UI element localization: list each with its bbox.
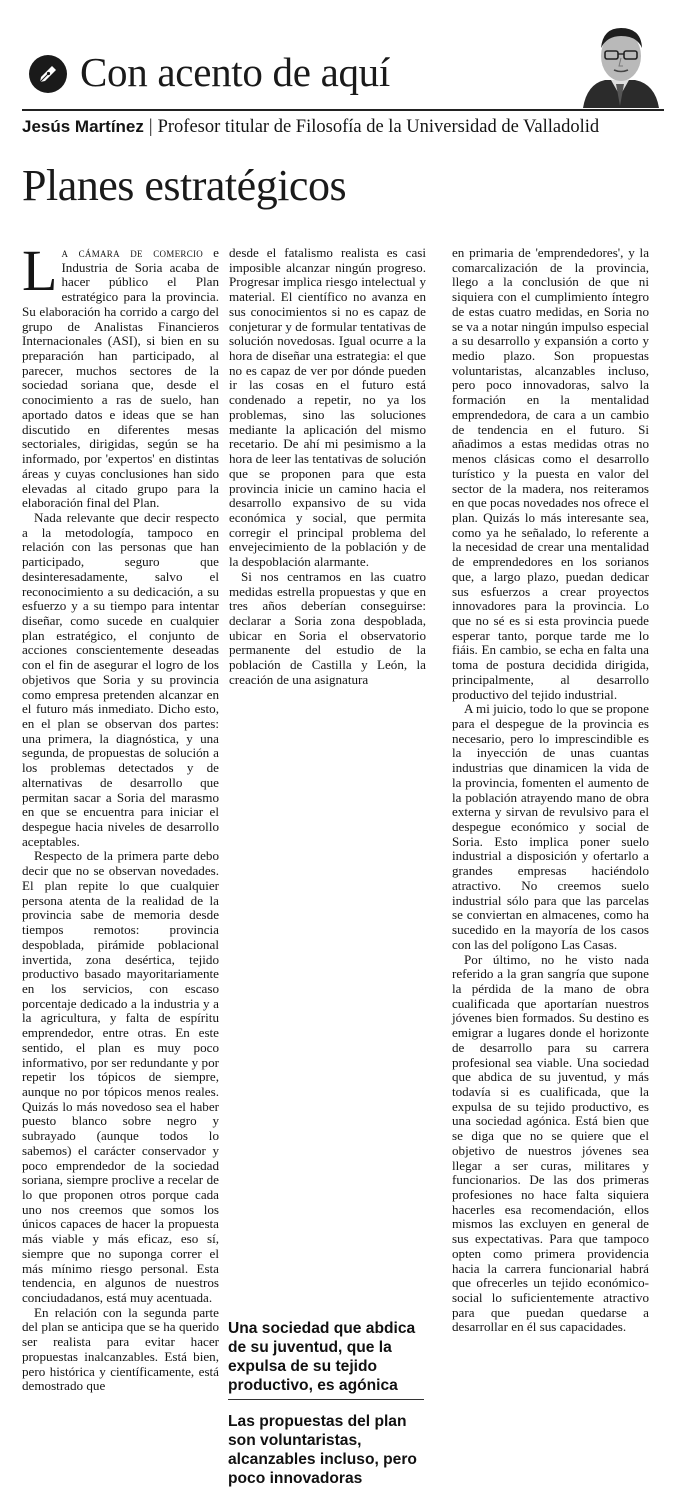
byline-separator: | (148, 117, 153, 137)
article-headline: Planes estratégicos (22, 161, 347, 210)
pull-quote: Las propuestas del plan son voluntaristas, alcanzables incluso, pero poco innovadoras (228, 1413, 417, 1487)
article-column-3 (452, 246, 649, 1335)
author-portrait (575, 18, 665, 108)
article-paragraph: Por último, no he visto nada referido a la gran sangría que supone la pérdida de la mano de obra cualificada que aportarían nuestros jóvenes bien formados. Su destino es emigrar a lugares donde el horizonte de desarrollo para su carrera profesional sea viable. Una sociedad que abdica de su juventud, y más todavía si es cualificada, que la expulsa de su tejido productivo, es una sociedad agónica. Está bien que se diga que no se quiere que el objetivo de nuestros jóvenes sea llegar a ser curas, militares y funcionarios. De las dos primeras profesiones no hace falta siquiera hacerles esa recomendación, ellos mismos las excluyen en general de sus expectativas. Para que tampoco opten como primera providencia hacia la carrera funcionarial habrá que ofrecerles un tejido económico-social lo suficientemente atractivo para que puedan quedarse a desarrollar en él sus capacidades. (452, 951, 649, 1335)
article-column-2 (229, 246, 426, 688)
article-paragraph: en primaria de 'emprendedores', y la comarcalización de la provincia, llego a la conclusión de que ni siquiera con el cumplimiento íntegro de estas cuatro medidas, en Soria no se va a notar ningún impulso especial a su desarrollo y expansión a corto y medio plazo. Son propuestas voluntaristas, alcanzables incluso, pero poco innovadoras, salvo la formación en la mentalidad emprendedora, de cara a un cambio de tendencia en el futuro. Si añadimos a estas medidas otras no menos clásicas como el desarrollo turístico y la puesta en valor del sector de la madera, nos reiteramos en que pocas novedades nos ofrece el plan. Quizás lo más interesante sea, como ya he señalado, lo referente a la necesidad de crear una mentalidad de emprendedores en los sorianos que, a largo plazo, puedan dedicar sus esfuerzos a crear proyectos innovadores para la provincia. Lo que no sé es si esta provincia puede esperar tanto, porque tarde me lo fiáis. En cambio, se echa en falta una toma de postura decidida dirigida, principalmente, al desarrollo productivo del tejido industrial. (452, 245, 649, 702)
pull-quote: Una sociedad que abdica de su juventud, que la expulsa de su tejido productivo, es agónica (228, 1320, 416, 1394)
byline (22, 117, 664, 138)
article-paragraph: Respecto de la primera parte debo decir que no se observan novedades. El plan repite lo que cualquier persona atenta de la realidad de la provincia sabe de memoria desde tiempos remotos: provincia despoblada, pirámide poblacional invertida, zona desértica, tejido productivo basado mayoritariamente en los servicios, con escaso porcentaje dedicado a la industria y a la agricultura, y falta de espíritu emprendedor, entre otras. En este sentido, el plan es muy poco informativo, por ser redundante y por repetir los tópicos de siempre, aunque no por tópicos menos reales. Quizás lo más novedoso sea el haber puesto blanco sobre negro y subrayado (aunque todos lo sabemos) el carácter conservador y poco emprendedor de la sociedad soriana, siempre proclive a recelar de lo que proponen otros porque cada uno nos creemos que somos los únicos capaces de hacer la propuesta más viable y más eficaz, eso sí, siempre que no suponga correr el más mínimo riesgo personal. Esta tendencia, en algunos de nuestros conciudadanos, está muy acentuada. (22, 848, 219, 1306)
paragraph-text: e Industria de Soria acaba de hacer público el Plan estratégico para la provincia. Su elaboración ha corrido a cargo del grupo de Analistas Financieros Internacionales (ASI), si bien en su preparación han participado, al parecer, muchos sectores de la sociedad soriana que, desde el conocimiento a ras de suelo, han aportado datos e ideas que se han discutido en diferentes mesas sectoriales, dirigidas, según se ha informado, por 'expertos' en distintas áreas y cuyas conclusiones han sido elevadas al citado grupo para la elaboración final del Plan. (22, 245, 219, 511)
article-paragraph: Nada relevante que decir respecto a la metodología, tampoco en relación con las personas que han participado, seguro que desinteresadamente, salvo el reconocimiento a su dedicación, a su esfuerzo y a su tiempo para intentar diseñar, como sucede en cualquier plan estratégico, el conjunto de acciones conscientemente deseadas con el fin de asegurar el logro de los objetivos que Soria y su provincia como empresa pretenden alcanzar en el futuro más inmediato. Dicho esto, en el plan se observan dos partes: una primera, la diagnóstica, y una segunda, de propuestas de solución a los problemas detectados y de alternativas de desarrollo que permitan sacar a Soria del marasmo en que se encuentra para iniciar el despegue hacia niveles de desarrollo aceptables. (22, 509, 219, 849)
author-name: Jesús Martínez (22, 117, 144, 136)
article-paragraph: Si nos centramos en las cuatro medidas estrella propuestas y que en tres años deberían conseguirse: declarar a Soria zona despoblada, ubicar en Soria el observatorio permanente del estudio de la población de Castilla y León, la creación de una asignatura (229, 568, 426, 687)
article-paragraph: En relación con la segunda parte del plan se anticipa que se ha querido ser realista para evitar hacer propuestas inalcanzables. Está bien, pero histórica y científicamente, está demostrado que (22, 1304, 219, 1394)
article-paragraph: desde el fatalismo realista es casi imposible alcanzar ningún progreso. Progresar implica riesgo intelectual y material. El científico no avanza en sus conocimientos si no es capaz de conjeturar y de formular tentativas de solución novedosas. Igual ocurre a la hora de diseñar una estrategia: el que no es capaz de ver por dónde pueden ir las cosas en el futuro está condenado a repetir, no ya los problemas, sino las soluciones mediante la aplicación del mismo recetario. De ahí mi pesimismo a la hora de leer las tentativas de solución que se proponen para que esta provincia inicie un camino hacia el desarrollo expansivo de su vida económica y social, que permita corregir el principal problema del envejecimiento de la población y de la despoblación alarmante. (229, 245, 426, 570)
author-title: Profesor titular de Filosofía de la Universidad de Valladolid (157, 117, 600, 137)
lead-in: a cámara de comercio (61, 245, 204, 260)
pen-nib-icon (29, 55, 67, 93)
article-paragraph (22, 238, 219, 511)
byline-rule (22, 109, 664, 111)
article-column-1 (22, 238, 219, 1394)
section-title: Con acento de aquí (80, 49, 390, 95)
drop-cap: L (22, 238, 58, 303)
column-header (0, 0, 676, 150)
article-paragraph: A mi juicio, todo lo que se propone para el despegue de la provincia es necesario, pero lo imprescindible es la inyección de unas cuantas industrias que dinamicen la vida de la provincia, fomenten el aumento de la población atrayendo mano de obra externa y sirvan de revulsivo para el despegue económico y social de Soria. Esto implica poner suelo industrial a disposición y ofertarlo a grandes empresas haciéndolo atractivo. No creemos suelo industrial sólo para que las parcelas se conviertan en almacenes, como ha sucedido en la mayoría de los casos con las del polígono Las Casas. (452, 701, 649, 952)
pull-quote-divider (228, 1399, 424, 1400)
